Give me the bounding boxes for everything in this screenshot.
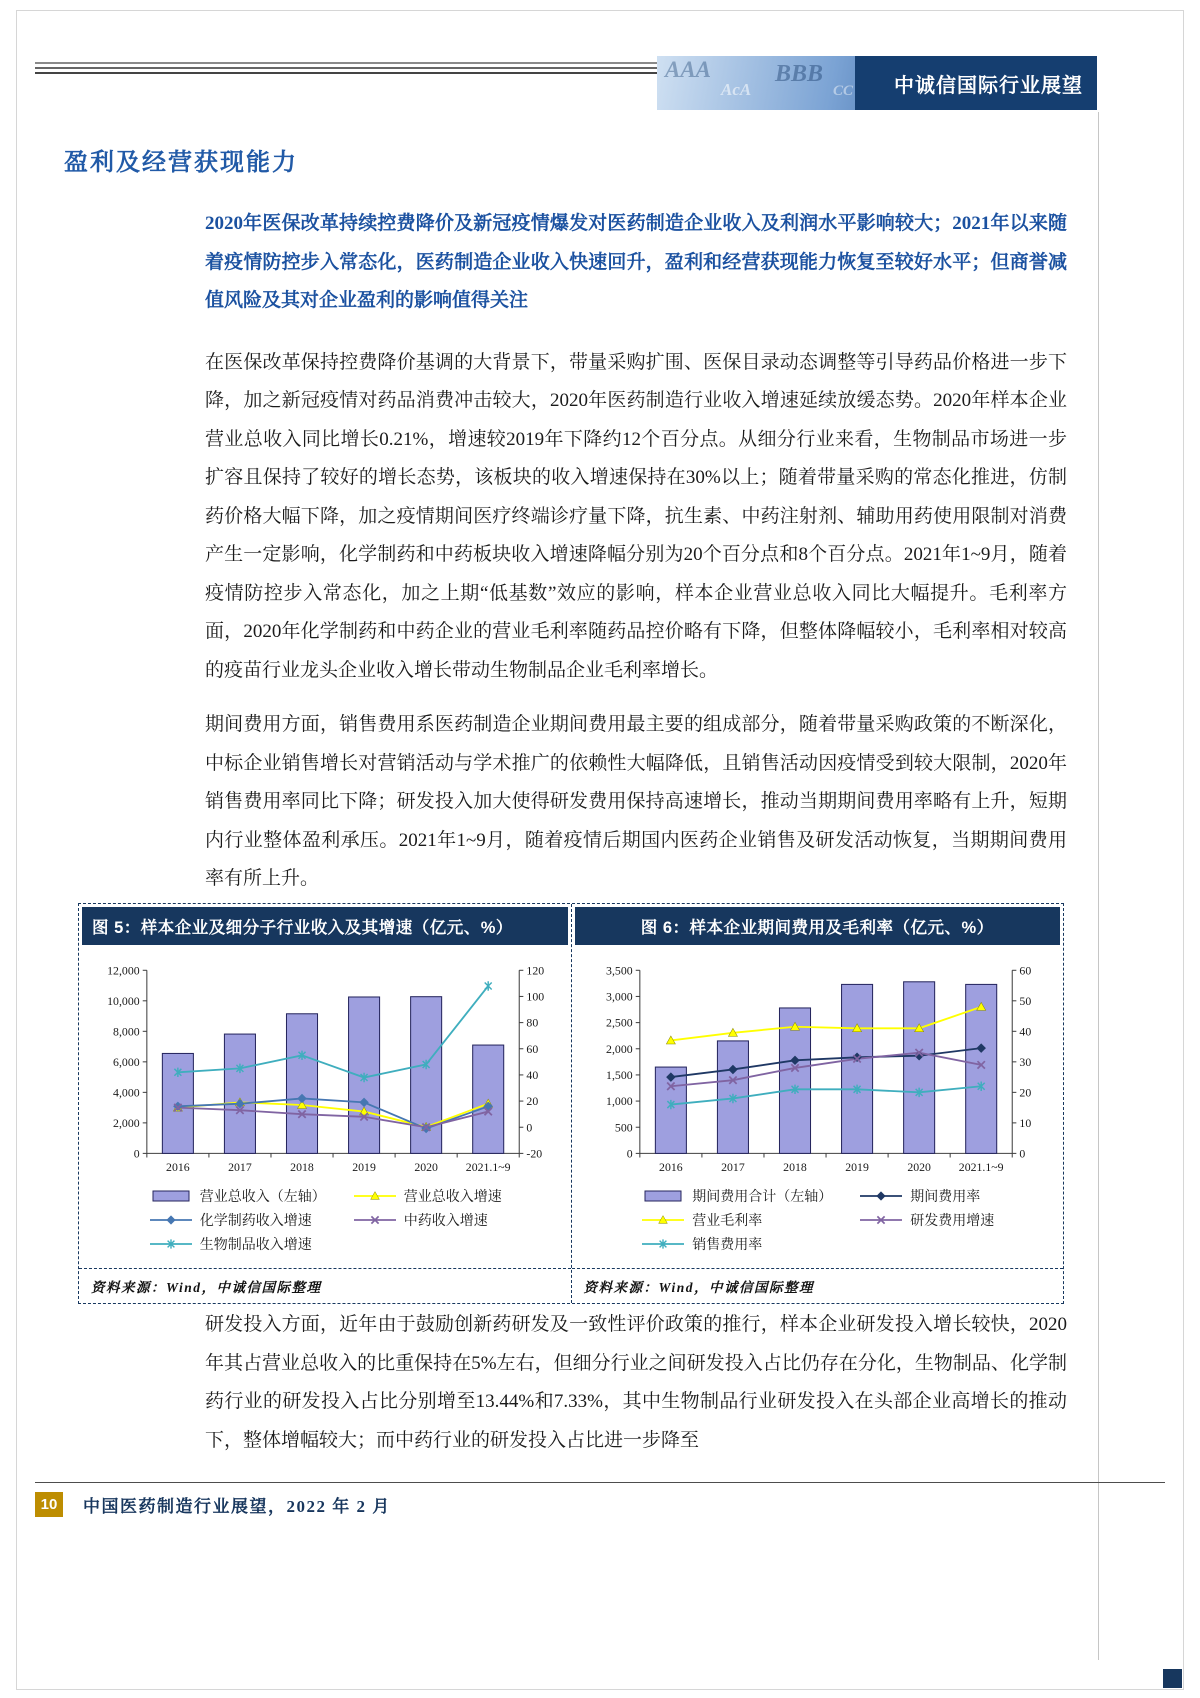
- legend-bar-swatch: [148, 1189, 194, 1203]
- legend-label: 生物制品收入增速: [199, 1238, 312, 1254]
- legend-label: 销售费用率: [692, 1238, 763, 1254]
- figure-6-chart: [572, 948, 1064, 1180]
- legend-item: [640, 1186, 832, 1206]
- body-paragraph-2: 期间费用方面，销售费用系医药制造企业期间费用最主要的组成部分，随着带量采购政策的不断深化，中标企业销售增长对营销活动与学术推广的依赖性大幅降低，且销售活动因疫情受到较大限制，2020年销售费用率同比下降；研发投入加大使得研发费用保持高速增长，推动当期期间费用率略有上升，短期内行业整体盈利承压。2021年1~9月，随着疫情后期国内医药企业销售及研发活动恢复，当期期间费用率有所上升。: [205, 714, 1067, 889]
- svg-text:0: 0: [526, 1120, 533, 1135]
- svg-text:0: 0: [626, 1146, 633, 1161]
- svg-text:100: 100: [526, 989, 545, 1004]
- svg-text:80: 80: [526, 1015, 539, 1030]
- legend-item: [858, 1210, 994, 1230]
- legend-label: 研发费用增速: [910, 1214, 995, 1230]
- legend-line-swatch: [640, 1213, 686, 1227]
- figure-5: [79, 904, 571, 1303]
- legend-line-swatch: [640, 1237, 686, 1251]
- legend-line-swatch: [148, 1237, 194, 1251]
- svg-text:1,000: 1,000: [605, 1094, 633, 1109]
- svg-text:8,000: 8,000: [113, 1024, 140, 1039]
- svg-text:20: 20: [1018, 1085, 1031, 1100]
- svg-text:2020: 2020: [906, 1159, 931, 1174]
- svg-text:2017: 2017: [720, 1159, 745, 1174]
- svg-text:2016: 2016: [166, 1159, 190, 1174]
- figures-row: [78, 903, 1064, 1304]
- rating-letters-watermark: AAA: [665, 57, 712, 82]
- legend-line-swatch: [858, 1213, 904, 1227]
- legend-label: 营业总收入（左轴）: [199, 1190, 326, 1206]
- legend-line-swatch: [148, 1213, 194, 1227]
- section-title: 盈利及经营获现能力: [64, 149, 298, 176]
- figure-5-source: 资料来源：Wind，中诚信国际整理: [79, 1268, 571, 1303]
- legend-item: [148, 1186, 326, 1206]
- svg-text:4,000: 4,000: [113, 1085, 140, 1100]
- figure-5-chart: [79, 948, 571, 1180]
- page-footer: [35, 1482, 1165, 1517]
- svg-text:2016: 2016: [658, 1159, 683, 1174]
- svg-text:2021.1~9: 2021.1~9: [958, 1159, 1004, 1174]
- legend-bar-swatch: [640, 1189, 686, 1203]
- corner-square-decoration: [1163, 1669, 1182, 1688]
- svg-text:2,500: 2,500: [605, 1015, 633, 1030]
- page-header: [35, 56, 1097, 110]
- svg-text:-20: -20: [526, 1146, 543, 1161]
- svg-text:40: 40: [1018, 1024, 1031, 1039]
- right-margin-rule: [1098, 112, 1099, 1660]
- svg-text:2,000: 2,000: [113, 1115, 140, 1130]
- figure-6-legend: [572, 1180, 1064, 1268]
- figure-6: [571, 904, 1064, 1303]
- legend-line-swatch: [858, 1189, 904, 1203]
- svg-text:2020: 2020: [414, 1159, 438, 1174]
- svg-text:50: 50: [1018, 993, 1031, 1008]
- legend-label: 营业毛利率: [692, 1214, 763, 1230]
- figure-5-title: 图 5：样本企业及细分子行业收入及其增速（亿元、%）: [82, 907, 568, 945]
- svg-text:500: 500: [614, 1120, 633, 1135]
- svg-text:20: 20: [526, 1094, 539, 1109]
- svg-text:3,500: 3,500: [605, 963, 633, 978]
- svg-text:3,000: 3,000: [605, 989, 633, 1004]
- rating-letters-watermark: BBB: [775, 61, 824, 87]
- svg-text:6,000: 6,000: [113, 1054, 140, 1069]
- chart-svg: [574, 960, 1058, 1180]
- lead-paragraph: 2020年医保改革持续控费降价及新冠疫情爆发对医药制造企业收入及利润水平影响较大；2021年以来随着疫情防控步入常态化，医药制造企业收入快速回升，盈利和经营获现能力恢复至较好水平；但商誉减值风险及其对企业盈利的影响值得关注: [205, 213, 1067, 311]
- legend-label: 中药收入增速: [403, 1214, 488, 1230]
- legend-label: 期间费用合计（左轴）: [692, 1190, 833, 1206]
- svg-text:40: 40: [526, 1068, 539, 1083]
- svg-text:120: 120: [526, 963, 545, 978]
- body-paragraph-3: 研发投入方面，近年由于鼓励创新药研发及一致性评价政策的推行，样本企业研发投入增长较快，2020年其占营业总收入的比重保持在5%左右，但细分行业之间研发投入占比仍存在分化，生物制品、化学制药行业的研发投入占比分别增至13.44%和7.33%，其中生物制品行业研发投入在头部企业高增长的推动下，整体增幅较大；而中药行业的研发投入占比进一步降至: [205, 1314, 1067, 1451]
- legend-item: [148, 1234, 326, 1254]
- page-number-badge: 10: [35, 1492, 63, 1517]
- svg-text:0: 0: [133, 1146, 140, 1161]
- legend-item: [352, 1186, 502, 1206]
- legend-line-swatch: [352, 1189, 398, 1203]
- legend-label: 化学制药收入增速: [199, 1214, 312, 1230]
- svg-text:2019: 2019: [352, 1159, 376, 1174]
- legend-item: [352, 1210, 502, 1230]
- legend-item: [148, 1210, 326, 1230]
- header-graphic: [657, 56, 1097, 110]
- figure-6-source: 资料来源：Wind，中诚信国际整理: [572, 1268, 1064, 1303]
- legend-label: 期间费用率: [910, 1190, 981, 1206]
- svg-text:1,500: 1,500: [605, 1068, 633, 1083]
- svg-text:30: 30: [1018, 1054, 1031, 1069]
- header-title: 中诚信国际行业展望: [894, 74, 1083, 97]
- body-paragraph-1: 在医保改革保持控费降价基调的大背景下，带量采购扩围、医保目录动态调整等引导药品价格进一步下降，加之新冠疫情对药品消费冲击较大，2020年医药制造行业收入增速延续放缓态势。2020年样本企业营业总收入同比增长0.21%，增速较2019年下降约12个百分点。从细分行业来看，生物制品市场进一步扩容且保持了较好的增长态势，该板块的收入增速保持在30%以上；随着带量采购的常态化推进，仿制药价格大幅下降，加之疫情期间医疗终端诊疗量下降，抗生素、中药注射剂、辅助用药使用限制对消费产生一定影响，化学制药和中药板块收入增速降幅分别为20个百分点和8个百分点。2021年1~9月，随着疫情防控步入常态化，加之上期“低基数”效应的影响，样本企业营业总收入同比大幅提升。毛利率方面，2020年化学制药和中药企业的营业毛利率随药品控价略有下降，但整体降幅较小，毛利率相对较高的疫苗行业龙头企业收入增长带动生物制品企业毛利率增长。: [205, 351, 1067, 681]
- legend-item: [640, 1234, 832, 1254]
- main-text-block-2: [205, 1306, 1067, 1482]
- main-text-block: [205, 205, 1067, 903]
- legend-line-swatch: [352, 1213, 398, 1227]
- svg-text:2,000: 2,000: [605, 1041, 633, 1056]
- rating-letters-watermark: AcA: [721, 80, 752, 99]
- figure-6-title: 图 6：样本企业期间费用及毛利率（亿元、%）: [575, 907, 1061, 945]
- svg-text:60: 60: [1018, 963, 1031, 978]
- figure-5-legend: [79, 1180, 571, 1268]
- legend-item: [858, 1186, 994, 1206]
- svg-text:2018: 2018: [290, 1159, 314, 1174]
- rating-letters-watermark: CC: [833, 83, 854, 99]
- svg-text:2021.1~9: 2021.1~9: [465, 1159, 511, 1174]
- legend-item: [640, 1210, 832, 1230]
- svg-text:12,000: 12,000: [107, 963, 140, 978]
- header-title-box: [855, 56, 1097, 110]
- chart-svg: [81, 960, 565, 1180]
- footer-text: 中国医药制造行业展望，2022 年 2 月: [83, 1497, 391, 1516]
- svg-text:2018: 2018: [782, 1159, 807, 1174]
- svg-text:0: 0: [1018, 1146, 1025, 1161]
- legend-label: 营业总收入增速: [403, 1190, 502, 1206]
- header-stripes-decoration: [35, 62, 657, 76]
- svg-text:60: 60: [526, 1041, 539, 1056]
- svg-text:2019: 2019: [844, 1159, 869, 1174]
- svg-text:10,000: 10,000: [107, 993, 140, 1008]
- svg-text:10: 10: [1018, 1115, 1031, 1130]
- svg-text:2017: 2017: [228, 1159, 252, 1174]
